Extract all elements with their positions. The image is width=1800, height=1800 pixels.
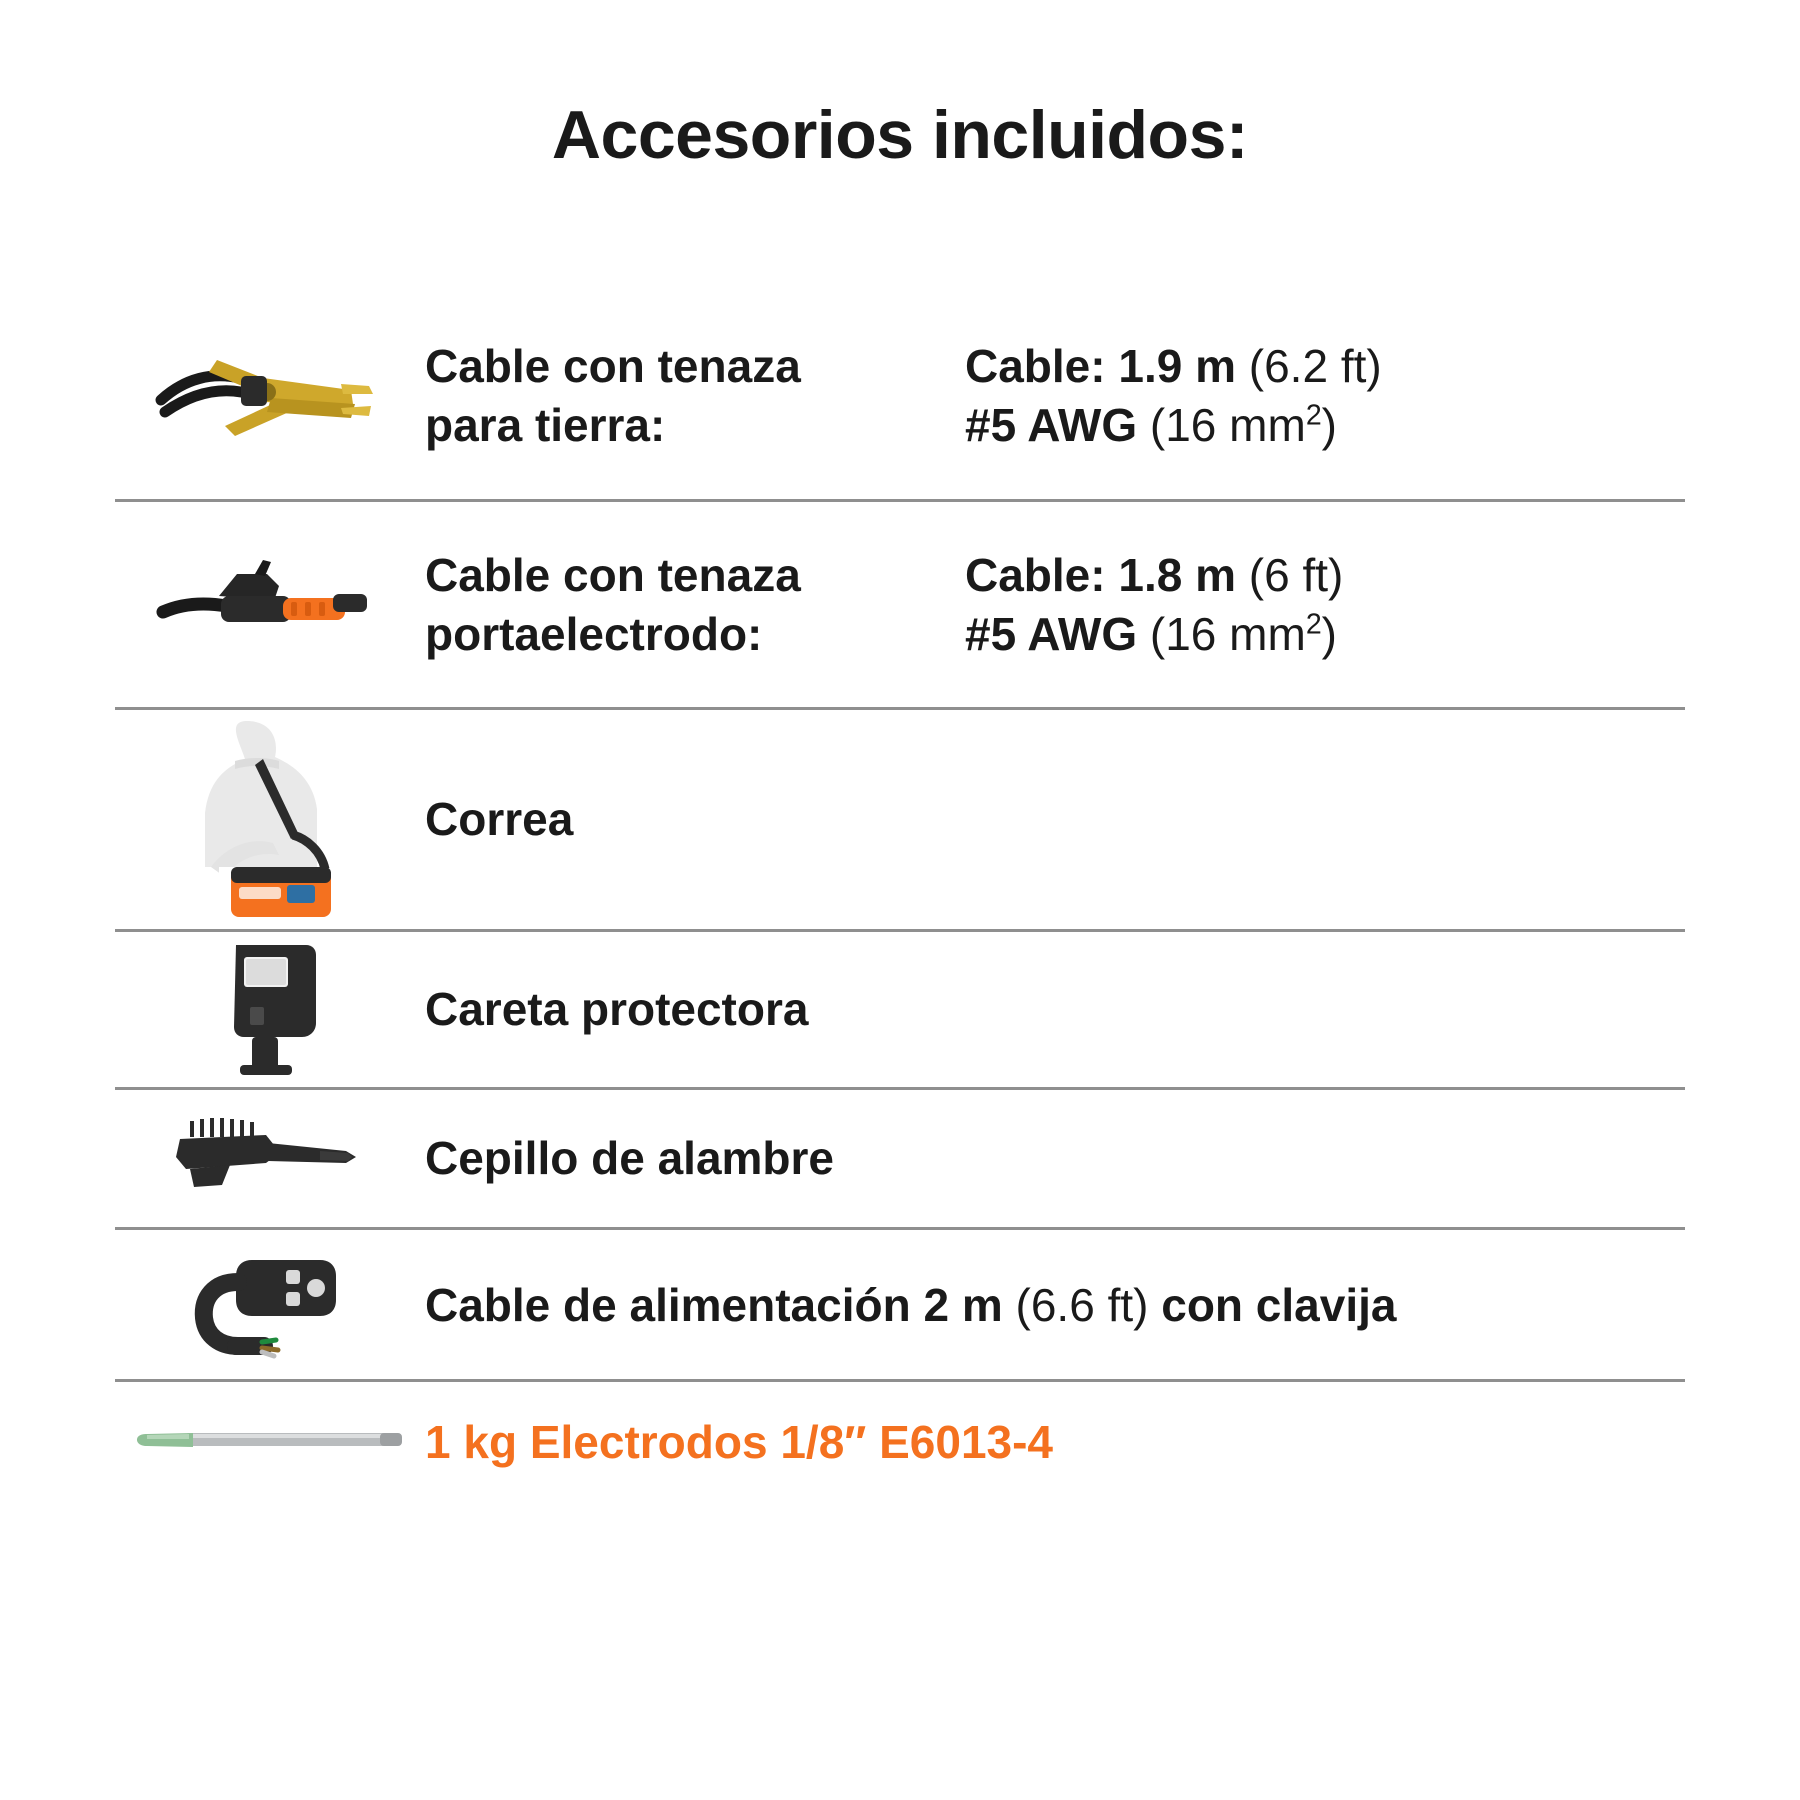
text-cell [425,546,1685,664]
accessory-label [425,546,965,664]
shoulder-strap-icon [175,717,365,922]
spec-value-metric: Cable: 1.9 m [965,339,1236,392]
ground-clamp-cable-icon [155,338,385,453]
table-row [115,710,1685,932]
text-cell [425,1278,1685,1332]
spec-gauge: #5 AWG [965,398,1138,451]
icon-cell [115,1111,425,1206]
spec-value-metric: Cable: 1.8 m [965,548,1236,601]
spec-area-exponent: 2 [1305,608,1322,641]
electrode-holder-cable-icon [155,552,385,657]
icon-cell [115,338,425,453]
icon-cell [115,552,425,657]
welding-electrode-rod-icon [125,1420,415,1465]
power-cord-metric: Cable de alimentación 2 m [425,1278,1003,1331]
accessory-label [425,1278,1396,1332]
accessory-label-line1: Cable con tenaza [425,339,801,392]
table-row [115,1382,1685,1502]
icon-cell [115,717,425,922]
spec-line-2 [965,396,1382,455]
accessory-label: Correa [425,793,574,846]
table-row [115,292,1685,502]
spec-area-tail: ) [1321,607,1337,660]
spec-line-2 [965,605,1343,664]
spec-value-imperial: (6 ft) [1248,548,1344,601]
accessory-spec [965,546,1343,664]
power-cord-plug-note: con clavija [1161,1278,1397,1331]
table-row [115,1230,1685,1382]
spec-line-1 [965,337,1382,396]
spec-area: (16 mm [1149,398,1306,451]
welding-mask-icon [210,937,330,1082]
accessory-label [425,337,965,455]
spec-area: (16 mm [1149,607,1306,660]
power-cord-imperial: (6.6 ft) [1015,1278,1149,1331]
power-cord-plug-icon [180,1242,360,1367]
accessory-label-line2: para tierra: [425,398,666,451]
wire-brush-icon [170,1111,370,1206]
text-cell [425,790,1685,849]
accessory-spec [965,337,1382,455]
spec-area-exponent: 2 [1305,399,1322,432]
accessories-table [115,292,1685,1502]
table-row [115,1090,1685,1230]
spec-value-imperial: (6.2 ft) [1248,339,1382,392]
text-cell [425,1129,1685,1188]
accessory-label-line2: portaelectrodo: [425,607,763,660]
spec-area-tail: ) [1321,398,1337,451]
table-row [115,502,1685,710]
page-title: Accesorios incluidos: [551,97,1249,173]
accessory-label: Careta protectora [425,983,809,1036]
icon-cell [115,1242,425,1367]
icon-cell [115,937,425,1082]
text-cell [425,980,1685,1039]
text-cell [425,337,1685,455]
text-cell [425,1415,1685,1469]
table-row [115,932,1685,1090]
accessory-label: Cepillo de alambre [425,1132,835,1185]
spec-gauge: #5 AWG [965,607,1138,660]
spec-line-1 [965,546,1343,605]
accessory-label-line1: Cable con tenaza [425,548,801,601]
accessory-label: 1 kg Electrodos 1/8″ E6013-4 [425,1416,1054,1468]
icon-cell [115,1420,425,1465]
